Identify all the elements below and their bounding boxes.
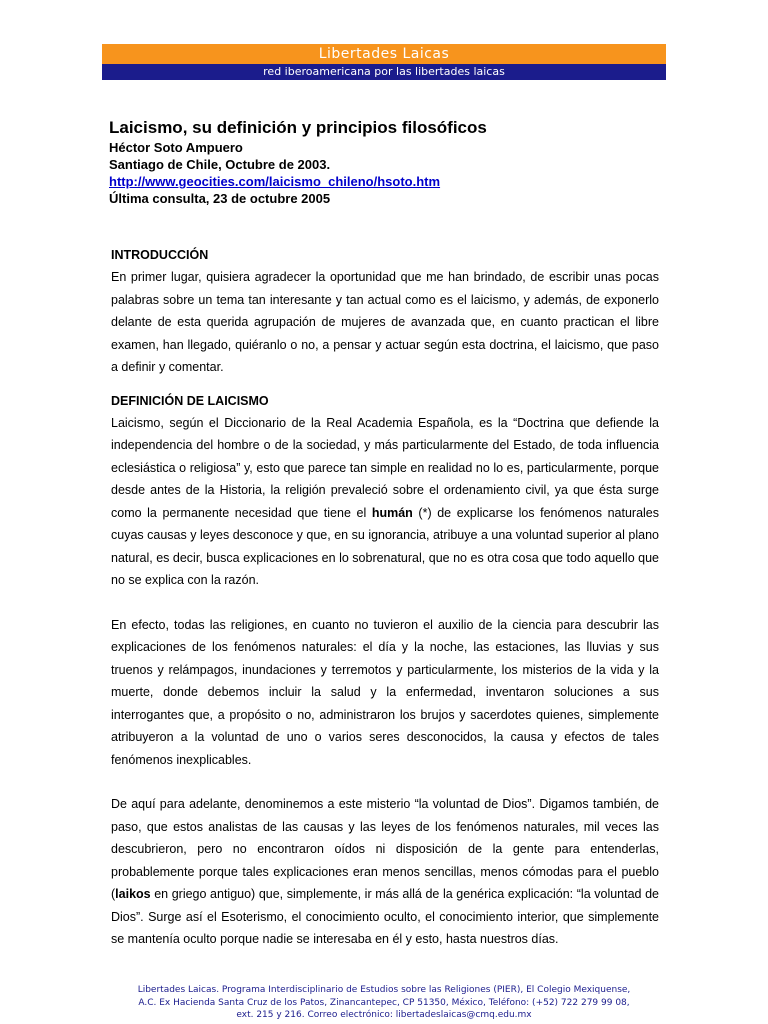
footer-line-1: Libertades Laicas. Programa Interdisciplinario de Estudios sobre las Religiones (PIER), El Colegio Mexiquense, — [137, 985, 631, 995]
banner-subtitle: red iberoamericana por las libertades laicas — [102, 64, 666, 80]
banner-title: Libertades Laicas — [102, 44, 666, 64]
site-banner — [102, 44, 666, 80]
source-link[interactable]: http://www.geocities.com/laicismo_chileno/hsoto.htm — [109, 174, 441, 189]
term-laikos: laikos — [115, 887, 151, 901]
paragraph-definition: Laicismo, según el Diccionario de la Real Academia Española, es la “Doctrina que defiende la independencia del hombre o de la sociedad, y más particularmente del Estado, de toda influencia eclesiástica o religiosa” y, esto que parece tan simple en realidad no lo es, particularmente, porque desde antes de la Historia, la religión prevaleció sobre el ordenamiento civil, ya que ésta surge como la permanente necesidad que tiene el humán (*) de explicarse los fenómenos naturales cuyas causas y leyes desconoce y que, en su ignorancia, atribuye a una voluntad superior al plano natural, es decir, busca explicaciones en lo sobrenatural, que no es otra cosa que todo aquello que no se explica con la razón. — [111, 415, 659, 587]
document-header — [109, 117, 669, 207]
paragraph-mystery: De aquí para adelante, denominemos a este misterio “la voluntad de Dios”. Digamos también, de paso, que estos analistas de las causas y las leyes de los fenómenos naturales, mil veces las descubrieron, pero no encontraron oídos ni disposición de la gente para entenderlas, probablemente porque tales explicaciones eran menos sencillas, menos cómodas para el pueblo (laikos en griego antiguo) que, simplemente, ir más allá de la genérica explicación: “la voluntad de Dios”. Surge así el Esoterismo, el conocimiento oculto, el conocimiento interior, que simplemente se mantenía oculto porque nadie se interesaba en él y esto, hasta nuestros días. — [111, 797, 659, 946]
place-date: Santiago de Chile, Octubre de 2003. — [109, 157, 331, 172]
section-heading-definition: DEFINICIÓN DE LAICISMO — [111, 393, 269, 408]
author: Héctor Soto Ampuero — [109, 140, 243, 155]
section-heading-intro: INTRODUCCIÓN — [111, 248, 209, 262]
paragraph-intro: En primer lugar, quisiera agradecer la oportunidad que me han brindado, de escribir unas pocas palabras sobre un tema tan interesante y tan actual como es el laicismo, y además, de exponerlo delante de esta querida agrupación de mujeres de avanzada que, en cuanto practican el libre examen, han llegado, quiéranlo o no, a pensar y actuar según esta doctrina, el laicismo, que paso a definir y comentar. — [111, 270, 659, 374]
document-body — [111, 244, 659, 951]
paragraph-effect: En efecto, todas las religiones, en cuanto no tuvieron el auxilio de la ciencia para descubrir las explicaciones de los fenómenos naturales: el día y la noche, las estaciones, las lluvias y sus truenos y relámpagos, inundaciones y terremotos y particularmente, los misterios de la vida y la muerte, donde debemos incluir la salud y la enfermedad, inventaron soluciones a sus interrogantes que, a propósito o no, administraron los brujos y sacerdotes quienes, simplemente atribuyeron a la voluntad de uno o varios seres desconocidos, la causa y efectos de tales fenómenos inexplicables. — [111, 617, 659, 767]
term-human: humán — [371, 505, 413, 520]
footer-line-3: ext. 215 y 216. Correo electrónico: libertadeslaicas@cmq.edu.mx — [236, 1010, 532, 1020]
document-title: Laicismo, su definición y principios filosóficos — [109, 118, 487, 137]
last-access: Última consulta, 23 de octubre 2005 — [109, 191, 331, 206]
footer-line-2: A.C. Ex Hacienda Santa Cruz de los Patos, Zinancantepec, CP 51350, México, Teléfono: (+52) 722 279 99 08, — [138, 997, 630, 1008]
page-footer — [100, 984, 668, 1022]
